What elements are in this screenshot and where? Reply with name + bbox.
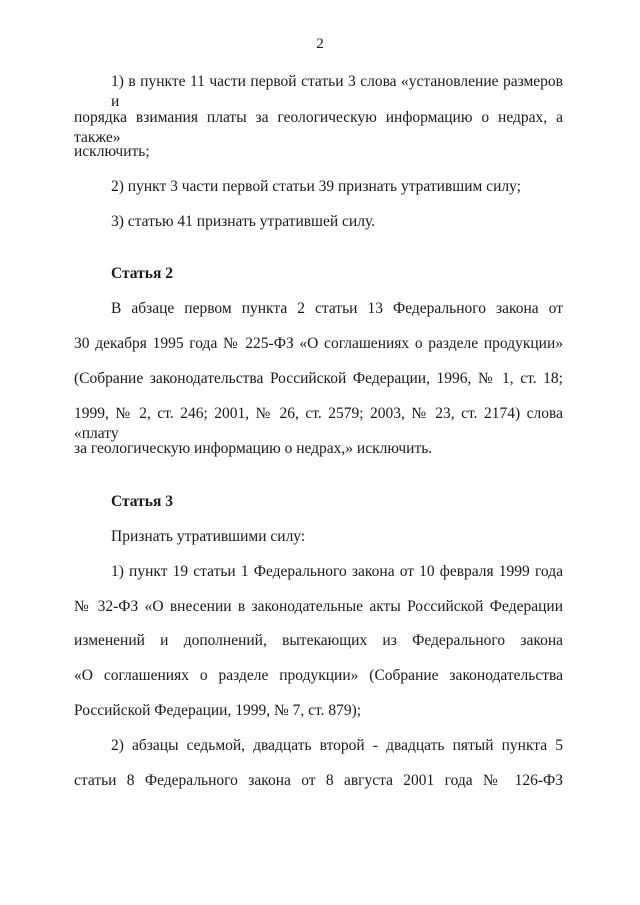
art3-item1-line3: изменений и дополнений, вытекающих из Федерального закона — [74, 632, 563, 649]
art2-line3: (Собрание законодательства Российской Федерации, 1996, № 1, ст. 18; — [74, 370, 563, 387]
art2-line4: 1999, № 2, ст. 246; 2001, № 26, ст. 2579; 2003, № 23, ст. 2174) слова «плату — [74, 405, 563, 442]
page-number: 2 — [316, 36, 324, 52]
art1-item2: 2) пункт 3 части первой статьи 39 признать утратившим силу; — [111, 178, 521, 195]
art3-item1-line5: Российской Федерации, 1999, № 7, ст. 879); — [74, 702, 362, 719]
art1-item1-line3: исключить; — [74, 143, 150, 160]
art1-item1-line2: порядка взимания платы за геологическую информацию о недрах, а также» — [74, 109, 563, 146]
article2-heading: Статья 2 — [111, 265, 173, 282]
art1-item3: 3) статью 41 признать утратившей силу. — [111, 213, 376, 230]
art2-line1: В абзаце первом пункта 2 статьи 13 Федерального закона от — [111, 300, 563, 317]
art2-line2: 30 декабря 1995 года № 225-ФЗ «О соглашениях о разделе продукции» — [74, 335, 563, 352]
article3-heading: Статья 3 — [111, 493, 173, 510]
art3-intro: Признать утратившими силу: — [111, 528, 306, 545]
art3-item1-line1: 1) пункт 19 статьи 1 Федерального закона от 10 февраля 1999 года — [111, 563, 563, 580]
art3-item2-line2: статьи 8 Федерального закона от 8 августа 2001 года № 126-ФЗ — [74, 772, 563, 789]
art1-item1-line1: 1) в пункте 11 части первой статьи 3 слова «установление размеров и — [111, 73, 563, 110]
art2-line5: за геологическую информацию о недрах,» исключить. — [74, 440, 433, 457]
art3-item2-line1: 2) абзацы седьмой, двадцать второй - двадцать пятый пункта 5 — [111, 737, 563, 754]
art3-item1-line4: «О соглашениях о разделе продукции» (Собрание законодательства — [74, 667, 563, 684]
art3-item1-line2: № 32-ФЗ «О внесении в законодательные акты Российской Федерации — [74, 598, 563, 615]
